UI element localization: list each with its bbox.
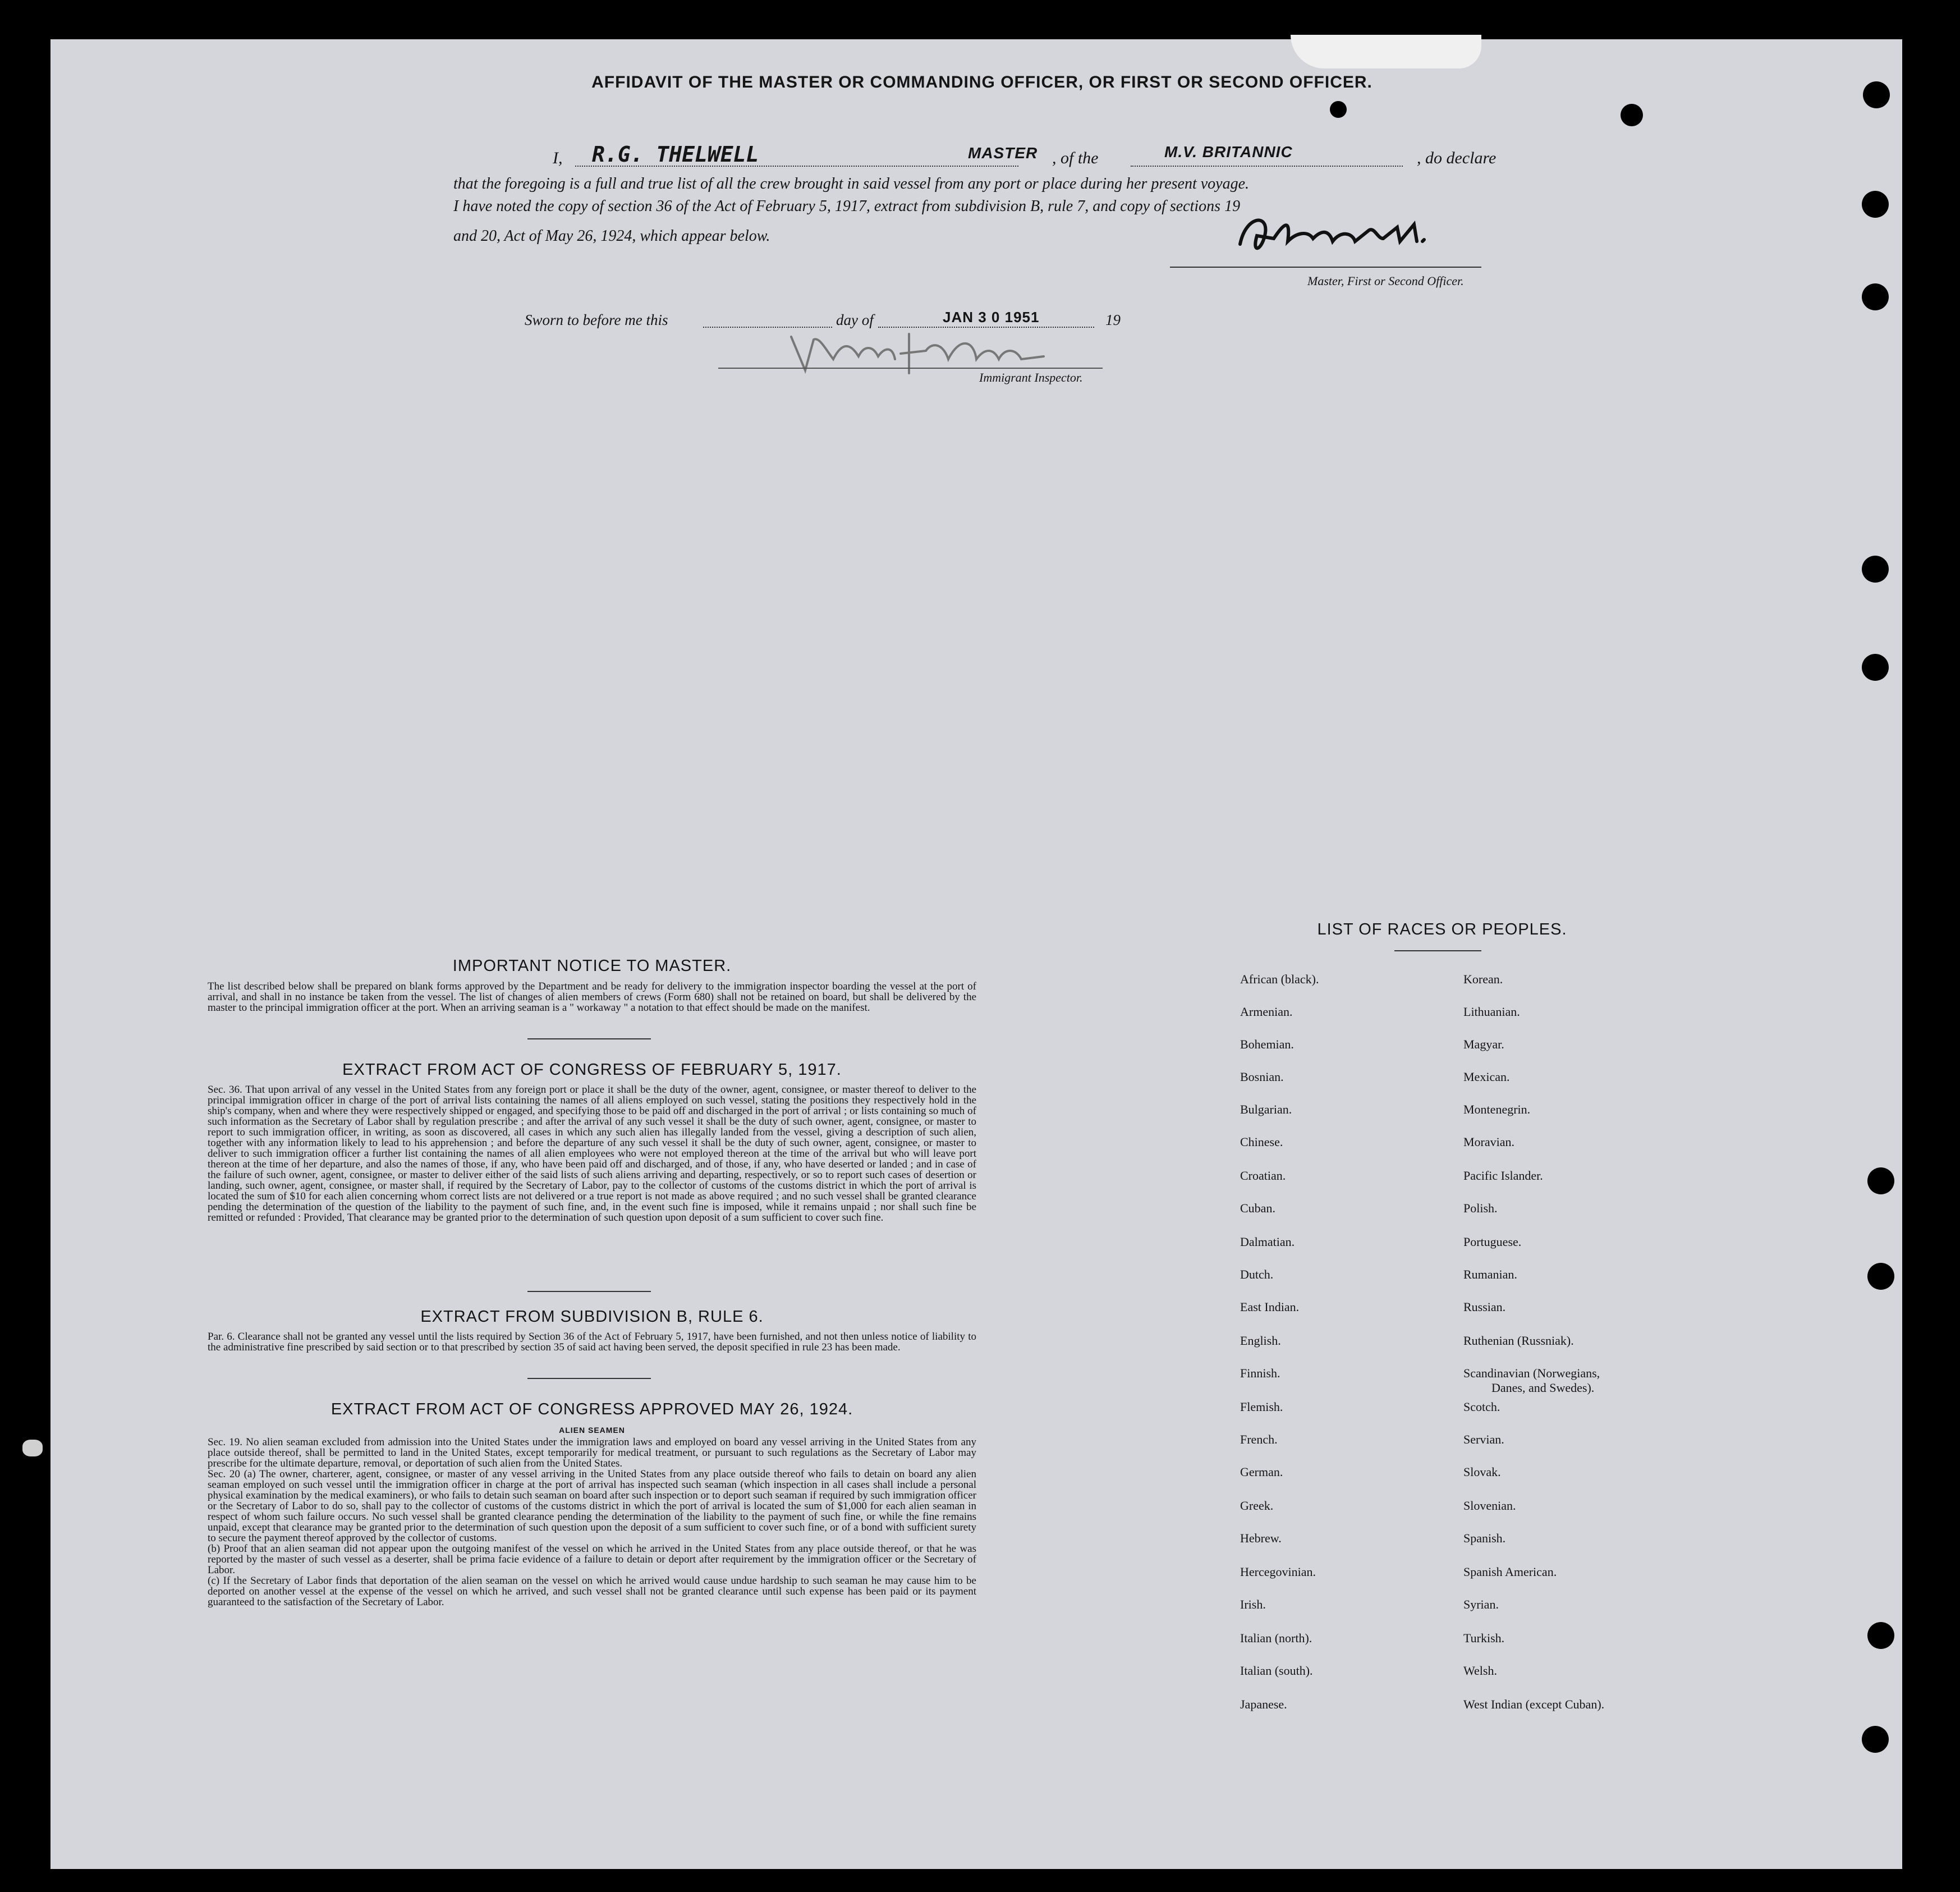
affidavit-title: AFFIDAVIT OF THE MASTER OR COMMANDING OFFICER, OR FIRST OR SECOND OFFICER. (591, 73, 1373, 91)
extract-1917-divider (527, 1291, 651, 1292)
vessel-fill-line (1131, 166, 1403, 167)
race-right: Syrian. (1463, 1597, 1499, 1611)
inspector-caption: Immigrant Inspector. (979, 370, 1083, 384)
race-right: Montenegrin. (1463, 1102, 1531, 1116)
punch-hole (1621, 104, 1643, 126)
race-left: African (black). (1240, 972, 1319, 986)
officer-signature (1234, 210, 1436, 264)
affidavit-line1 (553, 143, 1518, 171)
inspector-signature-line (718, 368, 1103, 369)
race-right: Lithuanian. (1463, 1005, 1520, 1019)
i-label: I, (553, 149, 563, 167)
race-left: Dalmatian. (1240, 1235, 1295, 1249)
race-right: West Indian (except Cuban). (1463, 1697, 1605, 1711)
extract-1917-title: EXTRACT FROM ACT OF CONGRESS OF FEBRUARY 5, 1917. (342, 1061, 842, 1079)
affidavit-line4: and 20, Act of May 26, 1924, which appear below. (453, 227, 770, 245)
punch-hole (1862, 654, 1889, 681)
race-left: Hebrew. (1240, 1531, 1282, 1545)
race-left: Italian (south). (1240, 1664, 1313, 1678)
extract-1924-subtitle: ALIEN SEAMEN (559, 1426, 625, 1435)
punch-hole (1862, 1726, 1889, 1753)
punch-hole (1867, 1167, 1894, 1194)
torn-edge (1291, 35, 1481, 68)
subdivision-body: Par. 6. Clearance shall not be granted any vessel until the lists required by Section 36 of the Act of February 5, 1917, have been furnished, and not then unless notice of liability to the administrative fine prescribed by said section or to that prescribed by section 35 of said act having been served, the deposit specified in rule 23 has been made. (208, 1331, 976, 1353)
punch-hole (1862, 191, 1889, 218)
notice-title: IMPORTANT NOTICE TO MASTER. (452, 957, 732, 975)
race-left: Hercegovinian. (1240, 1565, 1316, 1579)
punch-hole (1862, 283, 1889, 310)
race-right: Russian. (1463, 1300, 1506, 1314)
race-left: Finnish. (1240, 1366, 1280, 1380)
race-right: Pacific Islander. (1463, 1169, 1543, 1183)
race-right: Slovak. (1463, 1465, 1501, 1479)
race-left: Bohemian. (1240, 1037, 1294, 1051)
races-divider (1394, 950, 1481, 951)
sec-19: Sec. 19. No alien seaman excluded from admission into the United States under the immigration laws and employed on board any vessel arriving in the United States from any place outside thereof, shall be permitted to land in the United States, except temporarily for medical treatment, or pursuant to such regulations as the Secretary of Labor may prescribe for the ultimate departure, removal, or deportation of such alien from the United States. (208, 1436, 976, 1469)
race-left: French. (1240, 1432, 1278, 1446)
race-left: German. (1240, 1465, 1283, 1479)
race-right: Mexican. (1463, 1070, 1510, 1084)
punch-hole (1863, 81, 1890, 108)
race-right: Rumanian. (1463, 1267, 1517, 1281)
races-title: LIST OF RACES OR PEOPLES. (1317, 920, 1567, 938)
races-right-column (1463, 972, 1755, 1730)
sec-20a: Sec. 20 (a) The owner, charterer, agent, consignee, or master of any vessel arriving in the United States from any place outside thereof who fails to detain on board any alien seaman employed on such vessel until the immigration officer in charge at the port of arrival has inspected such seaman (which inspection in all cases shall include a personal physical examination by the medical examiners), or who fails to detain such seaman on board after such inspection or to deport such seaman if required by such immigration officer or the Secretary of Labor to do so, shall pay to the collector of customs of the customs district in which the port of arrival is located the sum of $1,000 for each alien seaman in respect of whom such failure occurs. No such vessel shall be granted clearance pending the determination of the liability to the payment of such fine, or while the fine remains unpaid, except that clearance may be granted prior to the determination of such question upon the deposit of a sum sufficient to cover such fine, or of a bond with sufficient surety to secure the payment thereof approved by the collector of customs. (208, 1468, 976, 1544)
race-left: Cuban. (1240, 1201, 1275, 1215)
race-right: Moravian. (1463, 1135, 1515, 1149)
punch-hole (1330, 101, 1347, 118)
race-left: Flemish. (1240, 1400, 1283, 1414)
sworn-label: Sworn to before me this (525, 311, 668, 328)
year-prefix: 19 (1105, 311, 1121, 328)
extract-1917-body: Sec. 36. That upon arrival of any vessel in the United States from any foreign port or place it shall be the duty of the owner, agent, consignee, or master thereof to deliver to the principal immigration officer in charge of the port of arrival lists containing the names of all aliens employed on such vessel, stating the positions they respectively hold in the ship's company, when and where they were respectively shipped or engaged, and specifying those to be paid off and discharged in the port of arrival ; or lists containing so much of such information as the Secretary of Labor shall by regulation prescribe ; and after the arrival of any such vessel it shall be the duty of such owner, agent, consignee, or master to report to such immigration officer, in writing, as soon as discovered, all cases in which any such alien has illegally landed from the vessel, giving a description of such alien, together with any information likely to lead to his apprehension ; and before the departure of any such vessel it shall be the duty of such owner, agent, consignee, or master to deliver to such immigration officer a further list containing the names of all alien employees who were not employed thereon at the time of the arrival but who will leave port thereon at the time of her departure, and also the names of those, if any, who have been paid off and discharged, and of those, if any, who have deserted or landed ; and in case of the failure of such owner, agent, consignee, or master to deliver either of the said lists of such aliens arriving and departing, respectively, or so to report such cases of desertion or landing, such owner, agent, consignee, or master shall, if required by the Secretary of Labor, pay to the collector of customs of the customs district in which the port of arrival is located the sum of $10 for each alien concerning whom correct lists are not delivered or a true report is not made as above required ; and no such vessel shall be granted clearance pending the determination of the question of the liability to the payment of such fine, and, in the event such fine is imposed, while it remains unpaid ; nor shall such fine be remitted or refunded : Provided, That clearance may be granted prior to the determination of such question upon deposit of a sum sufficient to cover such fine. (208, 1084, 976, 1224)
punch-hole (1862, 556, 1889, 583)
race-left: Chinese. (1240, 1135, 1283, 1149)
race-right: Spanish American. (1463, 1565, 1557, 1579)
day-of-label: day of (836, 311, 874, 328)
races-left-column (1240, 972, 1453, 1730)
do-declare-label: , do declare (1417, 149, 1497, 167)
officer-rank: MASTER (968, 144, 1038, 162)
race-left: Croatian. (1240, 1169, 1286, 1183)
race-right: Scandinavian (Norwegians, (1463, 1366, 1600, 1380)
race-left: Bulgarian. (1240, 1102, 1292, 1116)
race-left: Greek. (1240, 1499, 1274, 1513)
race-left: English. (1240, 1334, 1281, 1348)
sec-20c: (c) If the Secretary of Labor finds that deportation of the alien seaman on the vessel on which he arrived would cause undue hardship to such seaman he may cause him to be deported on another vessel at the expense of the vessel on which he arrived, and such vessel shall not be granted clearance until such expense has been paid or its payment guaranteed to the satisfaction of the Secretary of Labor. (208, 1575, 976, 1608)
race-right: Polish. (1463, 1201, 1498, 1215)
date-stamp: JAN 3 0 1951 (943, 309, 1040, 326)
sec-20b: (b) Proof that an alien seaman did not appear upon the outgoing manifest of the vessel on which he arrived in the United States from any place outside thereof, or that he was reported by the master of such vessel as a deserter, shall be prima facie evidence of a failure to detain or deport after requirement by the immigration officer or the Secretary of Labor. (208, 1543, 976, 1576)
officer-name: R.G. THELWELL (592, 142, 759, 167)
of-the-label: , of the (1052, 149, 1099, 167)
race-left: Italian (north). (1240, 1631, 1312, 1645)
punch-hole (1867, 1622, 1894, 1649)
race-right: Spanish. (1463, 1531, 1506, 1545)
race-left: East Indian. (1240, 1300, 1300, 1314)
affidavit-line3: I have noted the copy of section 36 of the Act of February 5, 1917, extract from subdivision B, rule 7, and copy of sections 19 (453, 198, 1241, 215)
race-right: Ruthenian (Russniak). (1463, 1334, 1574, 1348)
subdivision-divider (527, 1378, 651, 1379)
notice-divider (527, 1038, 651, 1039)
extract-1924-body (208, 1437, 976, 1607)
race-left: Japanese. (1240, 1697, 1287, 1711)
race-right: Korean. (1463, 972, 1503, 986)
notice-body: The list described below shall be prepared on blank forms approved by the Department and be ready for delivery to the immigration inspector boarding the vessel at the port of arrival, and shall in no instance be taken from the vessel. The list of changes of alien members of crews (Form 680) shall not be retained on board, but shall be delivered by the master to the principal immigration officer at the port. When an arriving seaman is a " workaway " a notation to that effect should be made on the manifest. (208, 981, 976, 1014)
race-right: Magyar. (1463, 1037, 1504, 1051)
race-left: Bosnian. (1240, 1070, 1284, 1084)
officer-caption: Master, First or Second Officer. (1307, 274, 1464, 288)
vessel-name: M.V. BRITANNIC (1164, 143, 1293, 161)
race-left: Armenian. (1240, 1005, 1293, 1019)
subdivision-title: EXTRACT FROM SUBDIVISION B, RULE 6. (420, 1308, 764, 1326)
punch-hole (1867, 1263, 1894, 1290)
affidavit-line2: that the foregoing is a full and true list of all the crew brought in said vessel from any port or place during her present voyage. (453, 175, 1250, 193)
race-left: Dutch. (1240, 1267, 1274, 1281)
race-right-continuation: Danes, and Swedes). (1491, 1381, 1595, 1395)
race-right: Turkish. (1463, 1631, 1505, 1645)
race-right: Welsh. (1463, 1664, 1497, 1678)
officer-signature-line (1170, 267, 1481, 268)
race-left: Irish. (1240, 1597, 1266, 1611)
race-right: Servian. (1463, 1432, 1504, 1446)
race-right: Scotch. (1463, 1400, 1500, 1414)
extract-1924-title: EXTRACT FROM ACT OF CONGRESS APPROVED MAY 26, 1924. (331, 1400, 853, 1418)
paper-blemish (22, 1440, 43, 1456)
race-right: Slovenian. (1463, 1499, 1516, 1513)
race-right: Portuguese. (1463, 1235, 1522, 1249)
